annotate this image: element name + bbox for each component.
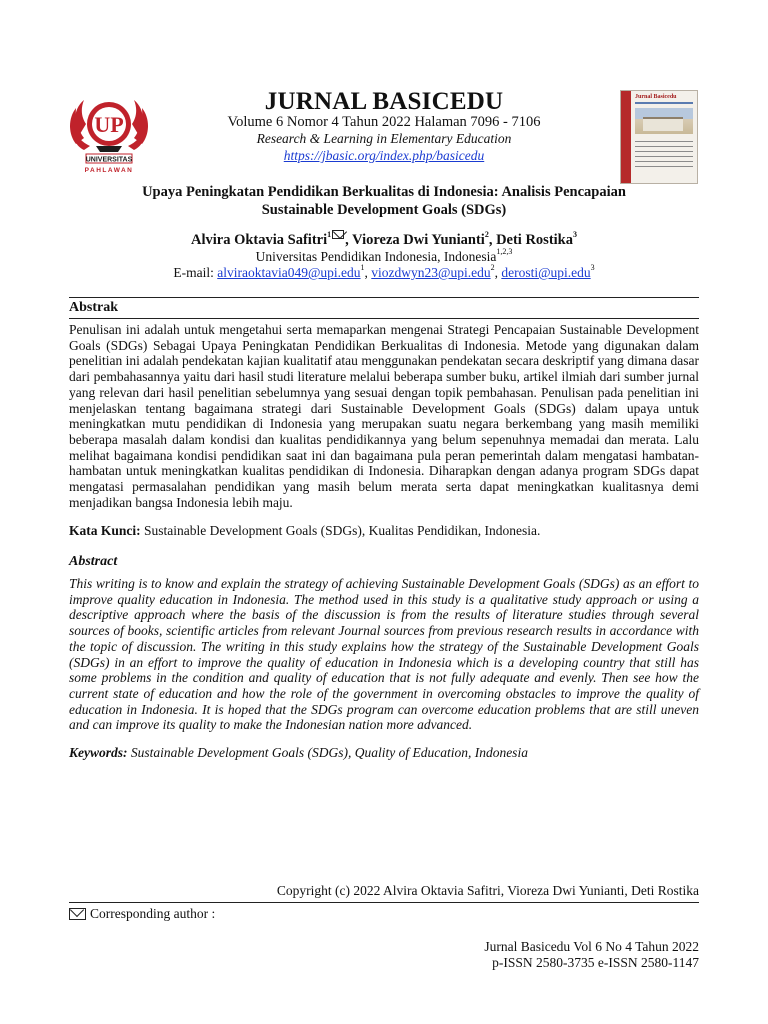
corresponding-label: Corresponding author : — [90, 906, 216, 921]
cover-strip — [621, 91, 631, 183]
abstract-heading: Abstract — [69, 554, 118, 569]
cover-bar — [635, 102, 693, 104]
cover-text-lines — [635, 141, 693, 171]
keywords-text: Sustainable Development Goals (SDGs), Quality of Education, Indonesia — [127, 745, 528, 760]
abstrak-heading: Abstrak — [69, 300, 119, 315]
email-sup: 2 — [490, 263, 495, 272]
journal-url-link[interactable]: https://jbasic.org/index.php/basicedu — [283, 148, 485, 163]
journal-cover-image — [620, 90, 698, 184]
article-title-line-1: Upaya Peningkatan Pendidikan Berkualitas di Indonesia: Analisis Pencapaian — [142, 184, 626, 200]
article-title-line-2: Sustainable Development Goals (SDGs) — [261, 202, 507, 218]
email-link[interactable]: viozdwyn23@upi.edu — [371, 265, 491, 280]
abstrak-keywords — [69, 523, 699, 539]
affiliation-sup: 1,2,3 — [496, 247, 513, 256]
divider — [69, 318, 699, 319]
email-label: E-mail: — [173, 265, 218, 280]
abstract-keywords — [69, 745, 699, 761]
cover-title: Jurnal Basicedu — [635, 94, 677, 100]
journal-volume: Volume 6 Nomor 4 Tahun 2022 Halaman 7096 - 7106 — [227, 114, 541, 130]
article-title — [69, 183, 699, 219]
email-sup: 1 — [360, 263, 365, 272]
email-separator: , — [364, 265, 372, 280]
author-sup: 2 — [484, 230, 489, 239]
abstrak-body: Penulisan ini adalah untuk mengetahui serta memaparkan mengenai Strategi Pencapaian Sustainable Development Goals (SDGs) Sebagai Upaya Peningkatan Pendidikan Berkualitas di Indonesia. Metode yang digunakan dalam penelitian ini adalah pendekatan kajian kualitatif atau menggunakan pendekatan secara deskriptif yang dimana dasar dari pembahasannya yaitu dari hasil studi literature melalui beberapa sumber buku, artikel ilmiah dari sumber jurnal yang relevan dari hasil penelitian sebelumnya yang sesuai dengan topik pembahasan. Penulisan pada penelitian ini menjelaskan tentang bagaimana strategi dari Sustainable Development Goals (SDGs) dalam upaya untuk meningkatkan mutu pendidikan di Indonesia yang merupakan suatu negara berkembang yang masih memiliki beberapa masalah dalam kondisi dan kualitas pendidikannya yang belum sepenuhnya memadai dan merata. Lalu melihat bagaimana kondisi pendidikan saat ini dan bagaimana pula peran pemerintah dalam mengatasi hambatan-hambatan untuk meningkatkan kualitas pendidikan di Indonesia. Diharapkan dengan adanya program SDGs dapat mengatasi permasalahan pendidikan yang masih belum merata serta dapat meningkatkan kualitasnya demi menjadikan bangsa Indonesia lebih maju. — [69, 322, 699, 510]
keywords-label: Keywords: — [69, 745, 128, 760]
footer-issn: p-ISSN 2580-3735 e-ISSN 2580-1147 — [492, 955, 699, 970]
affiliation — [69, 249, 699, 265]
author-separator: , — [345, 232, 353, 248]
corresponding-author — [69, 906, 215, 922]
email-link[interactable]: alviraoktavia049@upi.edu — [217, 265, 361, 280]
email-line — [69, 265, 699, 281]
footer-journal: Jurnal Basicedu Vol 6 No 4 Tahun 2022 — [484, 939, 699, 954]
copyright-notice: Copyright (c) 2022 Alvira Oktavia Safitri, Vioreza Dwi Yunianti, Deti Rostika — [276, 883, 699, 898]
envelope-icon — [332, 230, 344, 239]
envelope-icon — [69, 908, 86, 920]
university-logo — [66, 88, 152, 180]
author-separator: , — [488, 232, 497, 248]
svg-text:PAHLAWAN: PAHLAWAN — [84, 167, 134, 174]
author-name: Alvira Oktavia Safitri — [191, 232, 328, 248]
journal-subtitle: Research & Learning in Elementary Education — [256, 131, 512, 146]
email-sup: 3 — [590, 263, 595, 272]
keywords-label: Kata Kunci: — [69, 523, 141, 538]
journal-title: JURNAL BASICEDU — [264, 88, 504, 115]
university-emblem-icon — [66, 88, 152, 180]
svg-text:UNIVERSITAS: UNIVERSITAS — [85, 156, 133, 164]
author-list — [69, 232, 699, 249]
svg-text:UP: UP — [94, 112, 124, 137]
email-separator: , — [494, 265, 502, 280]
author-sup: 1 — [327, 230, 332, 239]
author-sup: 3 — [573, 230, 577, 239]
cover-photo — [635, 108, 693, 134]
email-link[interactable]: derosti@upi.edu — [501, 265, 591, 280]
keywords-text: Sustainable Development Goals (SDGs), Kualitas Pendidikan, Indonesia. — [140, 523, 541, 538]
abstract-body: This writing is to know and explain the strategy of achieving Sustainable Development Goals (SDGs) as an effort to improve quality education in Indonesia. The method used in this study is a qualitative study approach or using a descriptive approach where the basis of the discussion is from the results of literature studies through several sources of books, scientific articles from relevant Journal sources from previous research results in accordance with the topic of discussion. The writing in this study explains how the strategy of the Sustainable Development Goals (SDGs) in an effort to improve the quality of education in Indonesia which is a developing country that still has some problems in the condition and quality of education that is not fully adequate and evenly. Then see how the current state of education and how the role of the government in overcoming obstacles to improve the quality of education in Indonesia. It is hoped that the SDGs program can overcome education problems that are still uneven and can improve its quality to make the Indonesian nation more advanced. — [69, 576, 699, 733]
author-name: Deti Rostika — [496, 232, 573, 248]
author-name: Vioreza Dwi Yunianti — [352, 232, 485, 248]
affiliation-text: Universitas Pendidikan Indonesia, Indonesia — [255, 249, 497, 264]
divider — [69, 297, 699, 298]
divider — [69, 902, 699, 903]
